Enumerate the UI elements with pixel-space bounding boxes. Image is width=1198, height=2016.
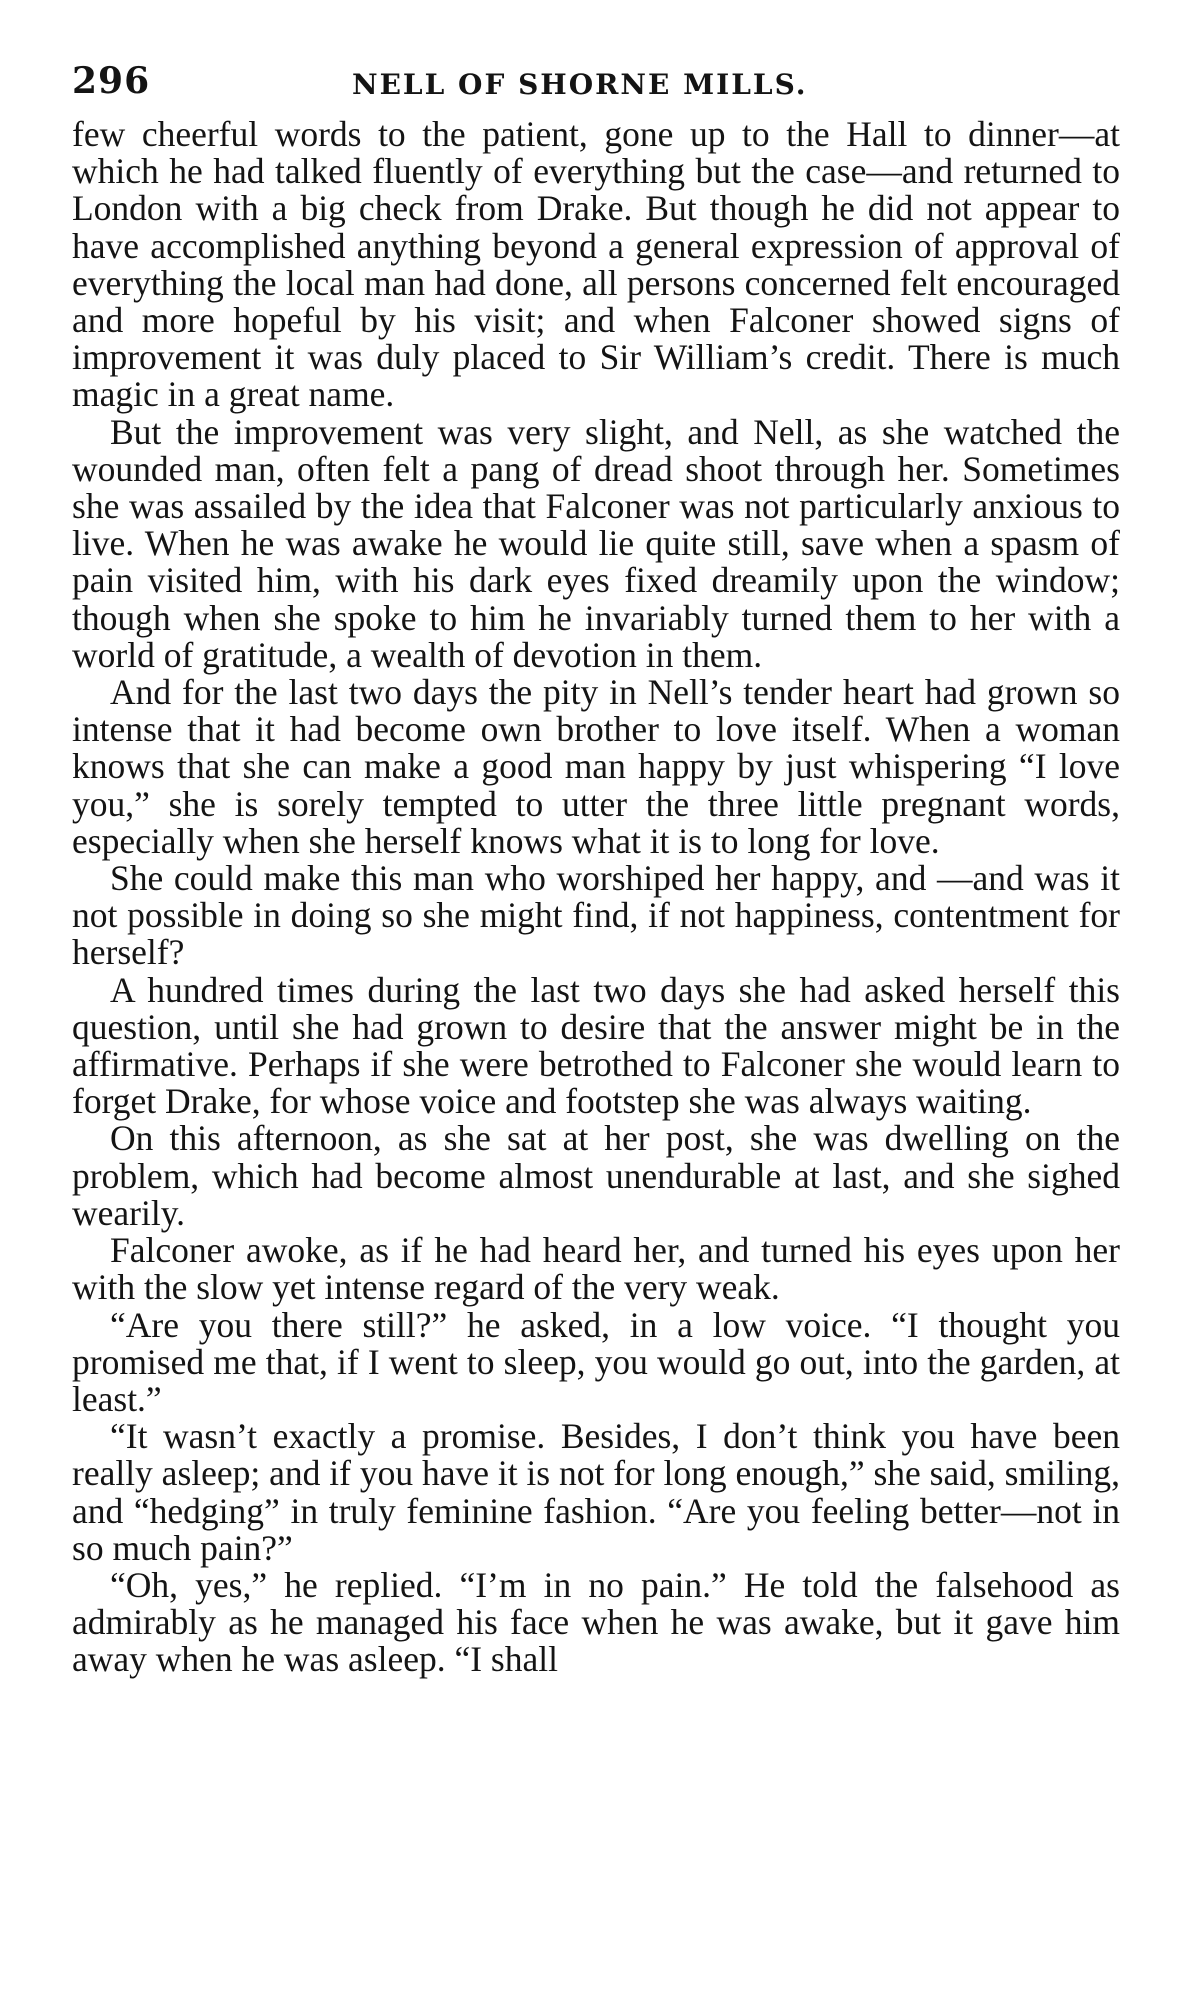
paragraph: A hundred times during the last two days she had asked herself this question, until she had grown to desire that the answer might be in the affirmative. Perhaps if she were betrothed to Falconer she would learn to forget Drake, for whose voice and footstep she was always waiting.: [72, 969, 1120, 1122]
body-text: [72, 116, 1120, 1679]
paragraph: On this afternoon, as she sat at her post, she was dwelling on the problem, which had become almost unendurable at last, and she sighed wearily.: [72, 1118, 1120, 1233]
page-number: 296: [72, 60, 151, 102]
running-title: NELL OF SHORNE MILLS.: [352, 68, 808, 101]
paragraph: But the improvement was very slight, and Nell, as she watched the wounded man, often felt a pang of dread shoot through her. Sometimes she was assailed by the idea that Falconer was not particularly anxious to live. When he was awake he would lie quite still, save when a spasm of pain visited him, with his dark eyes fixed dreamily upon the window; though when she spoke to him he invariably turned them to her with a world of gratitude, a wealth of devotion in them.: [72, 411, 1120, 675]
paragraph: And for the last two days the pity in Nell’s tender heart had grown so intense that it had become own brother to love itself. When a woman knows that she can make a good man happy by just whispering “I love you,” she is sorely tempted to utter the three little pregnant words, especially when she herself knows what it is to long for love.: [72, 672, 1120, 861]
book-page: [72, 60, 1120, 1679]
paragraph: few cheerful words to the patient, gone up to the Hall to dinner—at which he had talked fluently of everything but the case—and returned to London with a big check from Drake. But though he did not appear to have accomplished anything beyond a general expression of approval of everything the local man had done, all persons concerned felt encouraged and more hopeful by his visit; and when Falconer showed signs of improvement it was duly placed to Sir William’s credit. There is much magic in a great name.: [72, 114, 1120, 415]
paragraph: “Are you there still?” he asked, in a low voice. “I thought you promised me that, if I went to sleep, you would go out, into the garden, at least.”: [72, 1304, 1120, 1419]
paragraph: She could make this man who worshiped her happy, and —and was it not possible in doing so she might find, if not happiness, contentment for herself?: [72, 858, 1120, 973]
paragraph: Falconer awoke, as if he had heard her, and turned his eyes upon her with the slow yet intense regard of the very weak.: [72, 1230, 1120, 1308]
running-head: [72, 60, 1120, 110]
paragraph: “It wasn’t exactly a promise. Besides, I don’t think you have been really asleep; and if you have it is not for long enough,” she said, smiling, and “hedging” in truly feminine fashion. “Are you feeling better—not in so much pain?”: [72, 1416, 1121, 1568]
paragraph: “Oh, yes,” he replied. “I’m in no pain.” He told the falsehood as admirably as he managed his face when he was awake, but it gave him away when he was asleep. “I shall: [72, 1564, 1120, 1680]
